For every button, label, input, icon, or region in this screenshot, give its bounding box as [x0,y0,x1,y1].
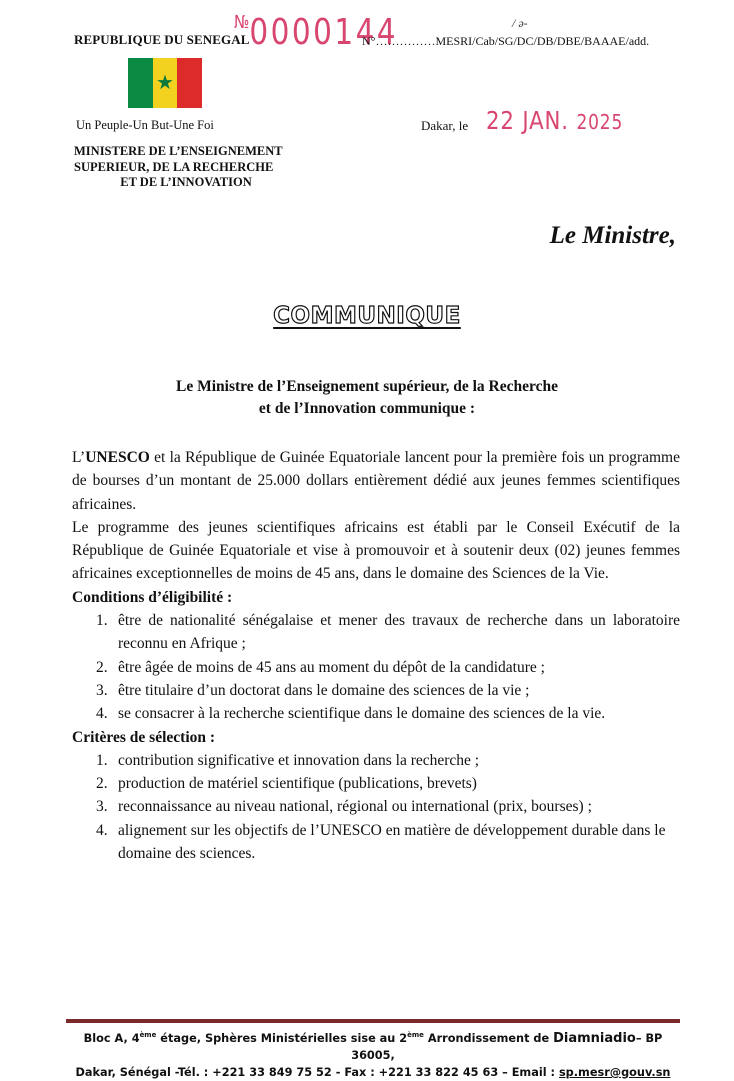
registration-number-stamp: №0000144 [234,12,399,53]
eligibility-heading: Conditions d’éligibilité : [72,588,233,606]
senegal-flag [128,58,202,108]
document-subtitle [0,376,734,420]
flag-red-band [177,58,202,108]
document-title: COMMUNIQUE [273,303,461,329]
program-paragraph: Le programme des jeunes scientifiques africains est établi par le Conseil Exécutif de la République de Guinée Equatoriale et vise à promouvoir et à soutenir deux (02) jeunes femmes africaines exceptionnelles de moins de 45 ans, dans le domaine des Sciences de la Vie. [72,518,680,583]
list-item: 4. alignement sur les objectifs de l’UNESCO en matière de développement durable dans le domaine des sciences. [96,821,666,863]
email-link[interactable]: sp.mesr@gouv.sn [558,1065,671,1079]
footer-line-2: Dakar, Sénégal -Tél. : +221 33 849 75 52 - Fax : +221 33 822 45 63 – Email : sp.mesr@gouv.sn [75,1065,671,1079]
date-stamp: 22 JAN. 2025 [486,106,624,135]
eligibility-list [72,609,680,725]
list-item: 1. être de nationalité sénégalaise et mener des travaux de recherche dans un laboratoire reconnu en Afrique ; [96,612,680,653]
ministry-line-3: ET DE L’INNOVATION [120,175,252,189]
criteria-heading: Critères de sélection : [72,728,216,746]
subtitle-line-2: et de l’Innovation communique : [258,400,476,417]
signatory-title: Le Ministre, [549,222,676,249]
flag-yellow-band [153,58,178,108]
list-item: 4. se consacrer à la recherche scientifique dans le domaine des sciences de la vie. [96,705,606,723]
intro-paragraph: L’UNESCO et la République de Guinée Equatoriale lancent pour la première fois un programme de bourses d’un montant de 25.000 dollars entièrement dédié aux jeunes femmes scientifiques africaines. [72,449,680,513]
footer-address [66,1027,680,1081]
list-item: 1. contribution significative et innovation dans la recherche ; [96,751,480,769]
list-item: 3. être titulaire d’un doctorat dans le domaine des sciences de la vie ; [96,681,530,699]
list-item: 2. être âgée de moins de 45 ans au moment du dépôt de la candidature ; [96,658,545,676]
flag-green-band [128,58,153,108]
national-motto: Un Peuple-Un But-Une Foi [76,118,214,132]
subtitle-line-1: Le Ministre de l’Enseignement supérieur, de la Recherche [175,378,558,395]
reference-number: N°……………MESRI/Cab/SG/DC/DB/DBE/BAAAE/add. [362,34,650,48]
handwritten-mark: / ə- [512,16,528,30]
footer-divider [66,1019,680,1023]
footer-line-1: Bloc A, 4ème étage, Sphères Ministérielles sise au 2ème Arrondissement de Diamniadio– BP 36005, [83,1030,663,1062]
ministry-line-2: SUPERIEUR, DE LA RECHERCHE [74,159,274,174]
list-item: 2. production de matériel scientifique (publications, brevets) [96,775,477,793]
republic-label: REPUBLIQUE DU SENEGAL [74,32,250,47]
criteria-list [72,749,680,865]
ministry-name [74,144,298,191]
document-body [72,446,680,865]
place-label: Dakar, le [421,118,469,133]
ministry-line-1: MINISTERE DE L’ENSEIGNEMENT [74,144,283,158]
star-icon: ★ [156,72,174,94]
list-item: 3. reconnaissance au niveau national, régional ou international (prix, bourses) ; [96,798,592,816]
